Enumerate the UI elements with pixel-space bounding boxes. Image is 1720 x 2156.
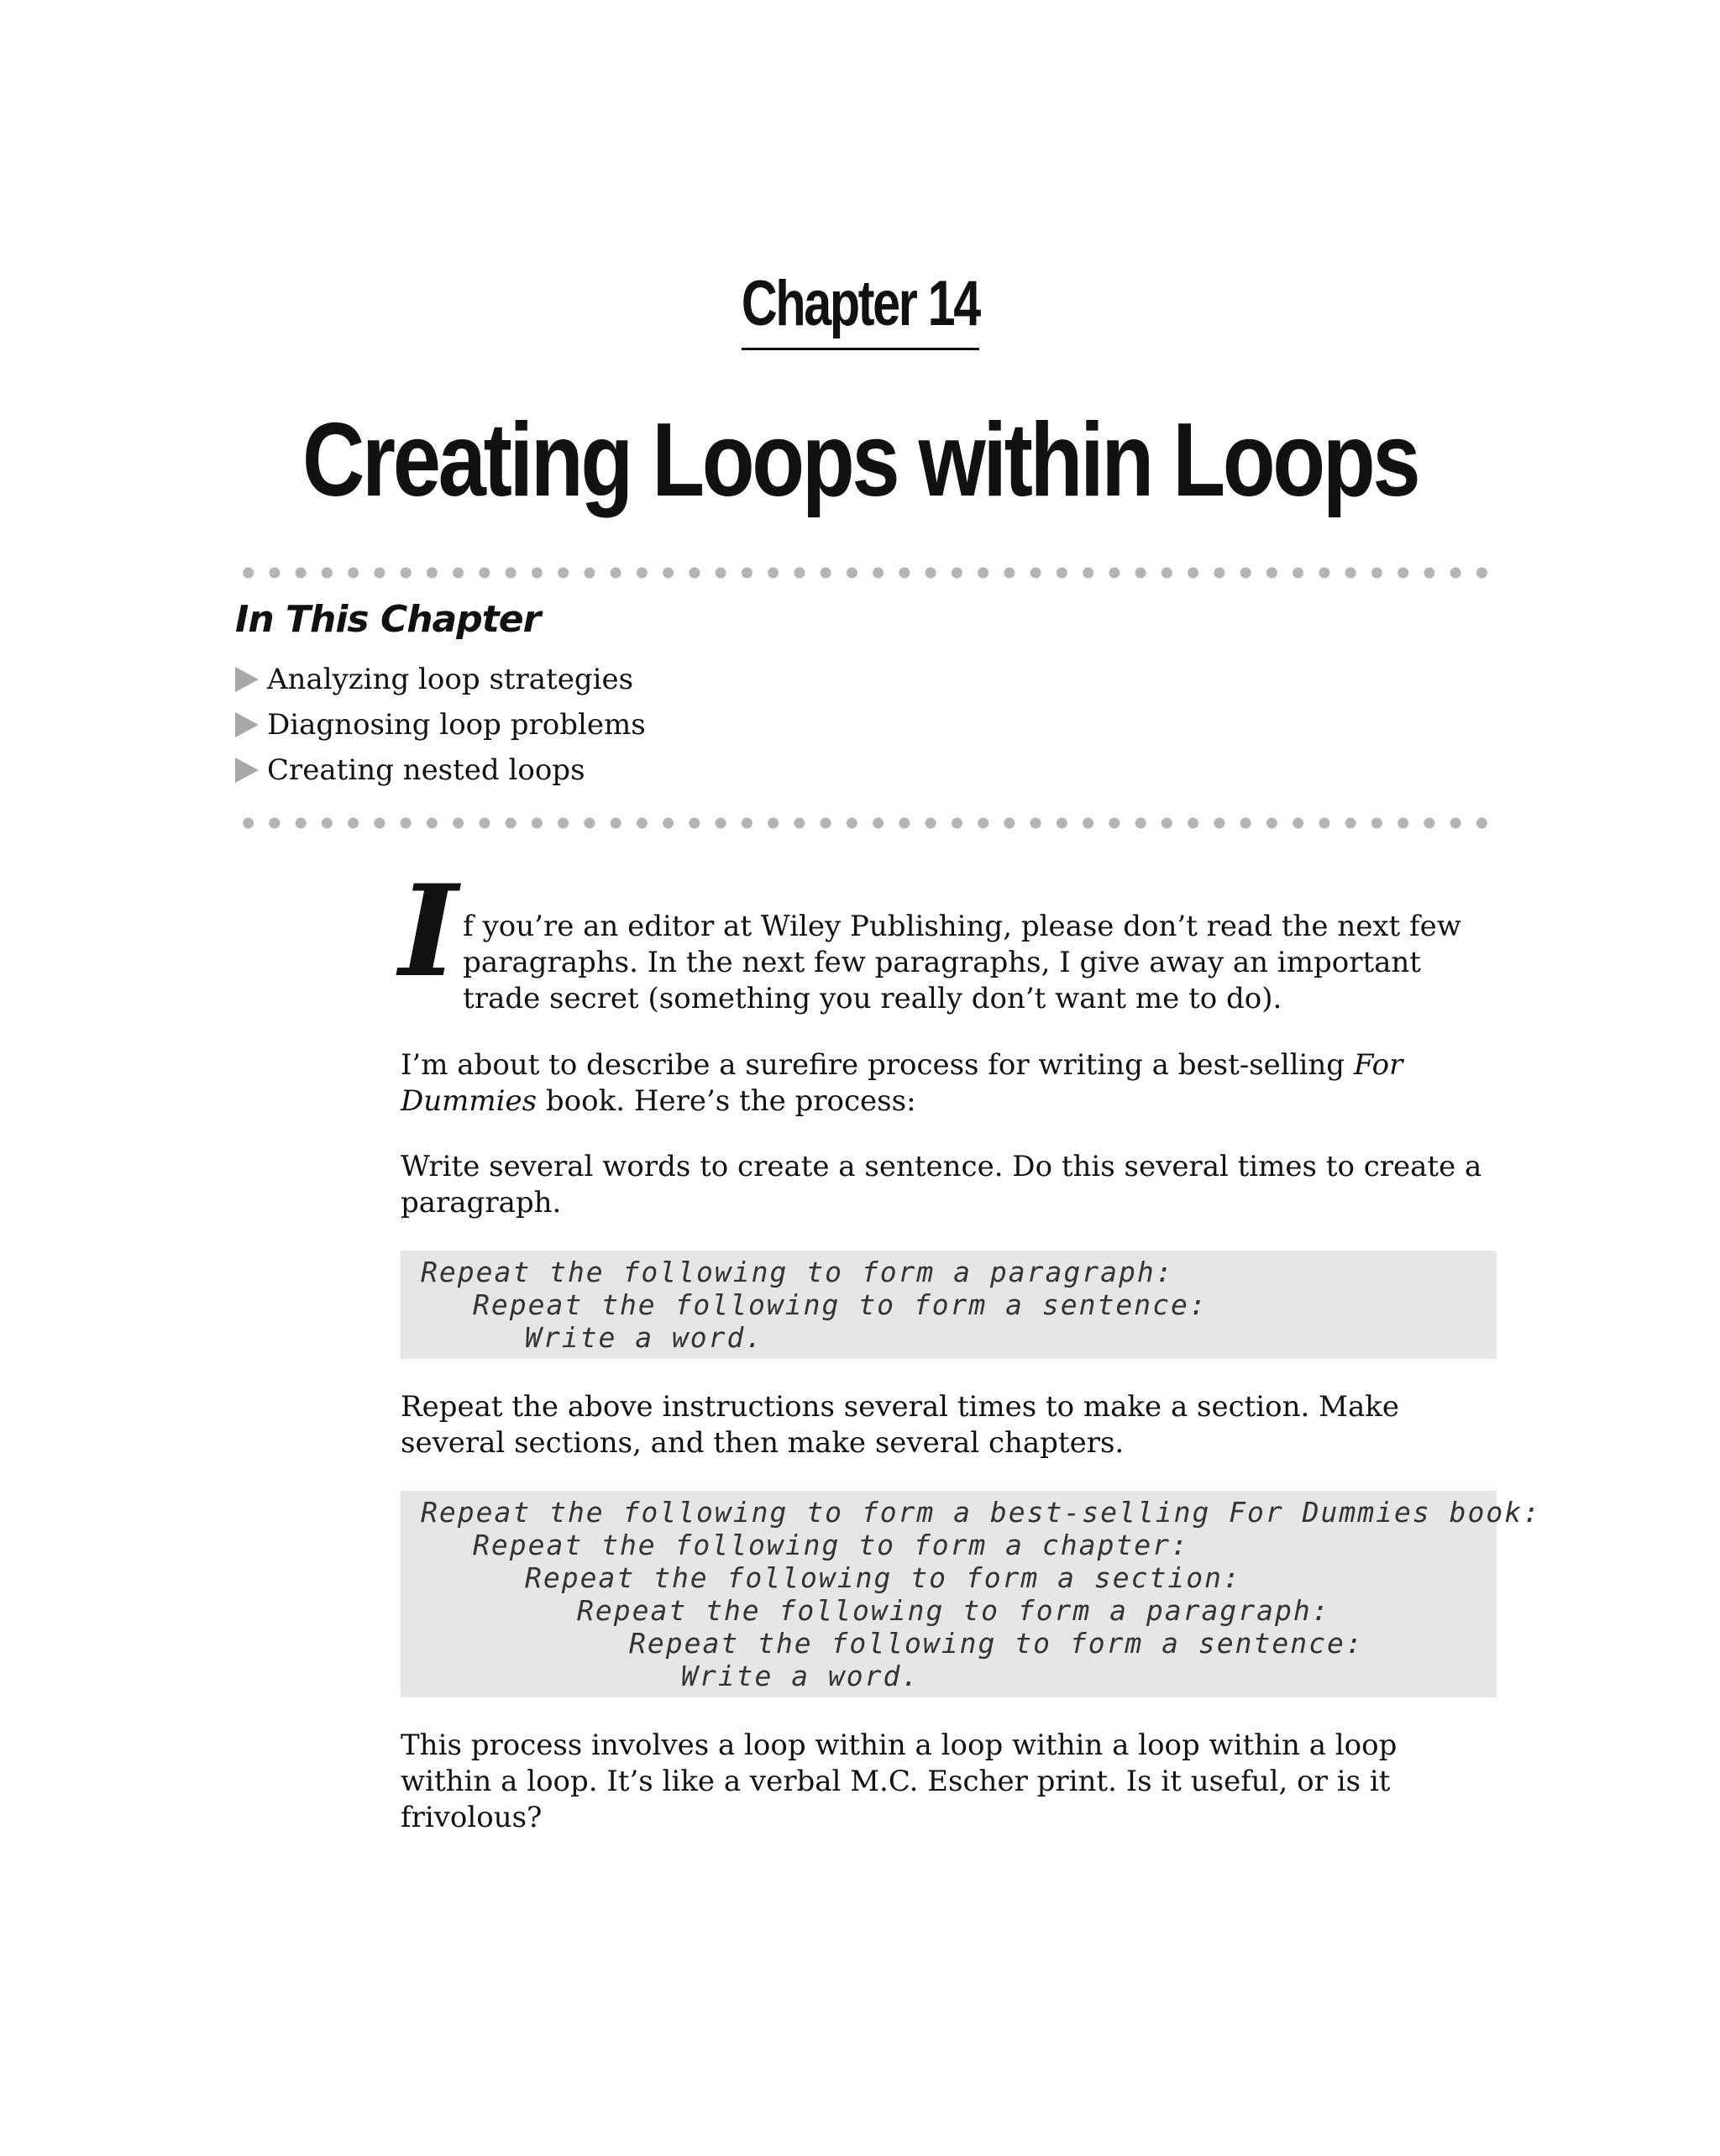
intro-paragraph-text: f you’re an editor at Wiley Publishing, please don’t read the next few paragraphs. In the next few paragraphs, I give away an important trade secret (something you really don’t want me to do). <box>463 910 1461 1015</box>
drop-cap: I <box>399 858 459 1005</box>
triangle-bullet-icon <box>235 667 259 692</box>
paragraph <box>401 1047 1497 1120</box>
body-text <box>399 858 1541 1836</box>
paragraph-text: book. Here’s the process: <box>537 1084 916 1118</box>
code-line: Repeat the following to form a paragraph: <box>421 1256 1174 1288</box>
code-block-1 <box>401 1251 1497 1359</box>
intro-paragraph <box>399 858 1497 1017</box>
chapter-number: Chapter 14 <box>742 269 979 350</box>
triangle-bullet-icon <box>235 758 259 783</box>
list-item-text: Creating nested loops <box>267 753 585 787</box>
chapter-title <box>0 403 1720 517</box>
triangle-bullet-icon <box>235 712 259 737</box>
paragraph: Write several words to create a sentence. Do this several times to create a paragraph. <box>401 1150 1482 1220</box>
list-item <box>235 657 646 702</box>
code-block-2 <box>401 1491 1541 1697</box>
code-line: Write a word. <box>525 1321 764 1354</box>
code-line: Repeat the following to form a best-selling For Dummies book: <box>421 1496 1541 1529</box>
book-title: For Dummies <box>401 1048 1403 1118</box>
paragraph-text: I’m about to describe a surefire process for writing a best-selling <box>401 1048 1354 1082</box>
list-item <box>235 748 646 793</box>
code-line: Repeat the following to form a sentence: <box>473 1288 1208 1321</box>
chapter-label <box>0 269 1720 350</box>
code-line: Repeat the following to form a sentence: <box>629 1627 1364 1660</box>
list-item-text: Diagnosing loop problems <box>267 708 646 742</box>
paragraph: This process involves a loop within a loop within a loop within a loop within a loop. It’s like a verbal M.C. Escher print. Is it useful, or is it frivolous? <box>401 1728 1398 1834</box>
list-item-text: Analyzing loop strategies <box>267 663 634 696</box>
in-this-chapter-list <box>235 657 646 793</box>
paragraph: Repeat the above instructions several times to make a section. Make several sections, and then make several chapters. <box>401 1390 1399 1460</box>
code-line: Repeat the following to form a chapter: <box>473 1529 1189 1561</box>
code-line: Repeat the following to form a paragraph: <box>577 1594 1330 1627</box>
code-line: Repeat the following to form a section: <box>525 1561 1241 1594</box>
list-item <box>235 702 646 748</box>
dotted-separator-bottom <box>235 817 1495 829</box>
chapter-title-text: Creating Loops within Loops <box>302 402 1418 518</box>
dotted-separator-top <box>235 567 1495 579</box>
code-line: Write a word. <box>681 1660 920 1692</box>
in-this-chapter-heading: In This Chapter <box>235 598 541 641</box>
